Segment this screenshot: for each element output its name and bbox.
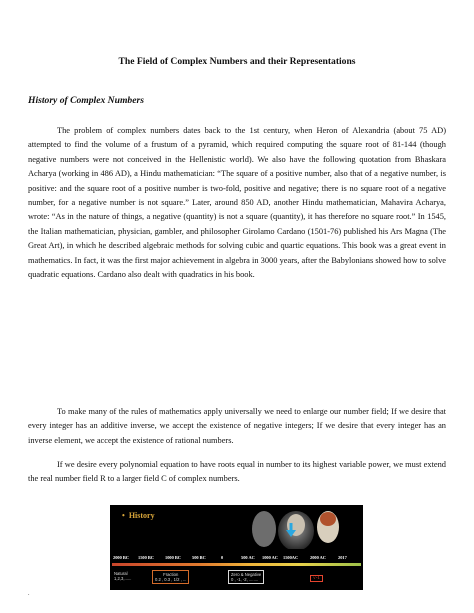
figure-heading: [122, 511, 155, 520]
timeline-tick: 1000 AC: [262, 555, 278, 560]
timeline-tick: 1500 BC: [138, 555, 154, 560]
timeline-tick: 500 AC: [241, 555, 255, 560]
bullet-icon: •: [122, 511, 125, 520]
stage-zero-negative: Zero & Negative 0 , -1, -2, ........: [228, 570, 264, 584]
timeline-tick: 2000 BC: [113, 555, 129, 560]
paragraph-polynomial-roots: If we desire every polynomial equation to have roots equal in number to its highest variable power, we must extend the real number field R to a larger field C of complex numbers.: [28, 460, 446, 484]
timeline-tick: 1500AC: [283, 555, 299, 560]
timeline-tick: 2017: [338, 555, 347, 560]
stage-fraction: Fraction 0.2 , 0.3 , 1/2 , ...: [152, 570, 189, 584]
imaginary-unit: √-1: [310, 575, 323, 582]
paragraph-number-fields: To make many of the rules of mathematics apply universally we need to enlarge our number field; If we desire that every integer has an additive inverse, we accept the existence of negative integers; If we desire that every integer has an inverse element, we accept the existence of rational numbers.: [28, 407, 446, 445]
timeline-tick: 2000 AC: [310, 555, 326, 560]
timeline-band: [112, 563, 361, 566]
timeline-tick: 1000 BC: [165, 555, 181, 560]
footer-mark: .: [28, 591, 30, 597]
document-title: The Field of Complex Numbers and their Representations: [118, 56, 356, 67]
section-heading: History of Complex Numbers: [28, 95, 144, 106]
timeline-tick: 500 BC: [192, 555, 206, 560]
figure-heading-text: History: [128, 511, 155, 520]
stage-natural: Natural 1,2,3,......: [114, 571, 132, 581]
paragraph-history: The problem of complex numbers dates back to the 1st century, when Heron of Alexandria (about 75 AD) attempted to find the volume of a frustum of a pyramid, which required computing the square root of 81-144 (though negative numbers were not conceived in the Hellenistic world). We also have the following quotation from Bhaskara Acharya (working in 486 AD), a Hindu mathematician: “The square of a positive number, also that of a negative number, is positive: and the square root of a positive number is two-fold, positive and negative; there is no square root of a negative number, for a negative number is not square.” Later, around 850 AD, another Hindu mathematician, Mahavira Acharya, wrote: “As in the nature of things, a negative (quantity) is not a square (quantity), it has therefore no square root.” In 1545, the Italian mathematician, physician, gambler, and philosopher Girolamo Cardano (1501-76) published his Ars Magna (The Great Art), in which he described algebraic methods for solving cubic and quartic equations. This book was a great event in mathematics. In fact, it was the first major achievement in algebra in 3000 years, after the Babylonians showed how to solve quadratic equations. Cardano also dealt with quadratics in his book.: [28, 126, 446, 280]
portrait-left: [252, 511, 276, 547]
timeline-tick: 0: [221, 555, 224, 560]
history-figure: [110, 505, 363, 590]
timeline-arrow-icon: [286, 523, 296, 537]
portrait-right-hat: [320, 512, 336, 526]
